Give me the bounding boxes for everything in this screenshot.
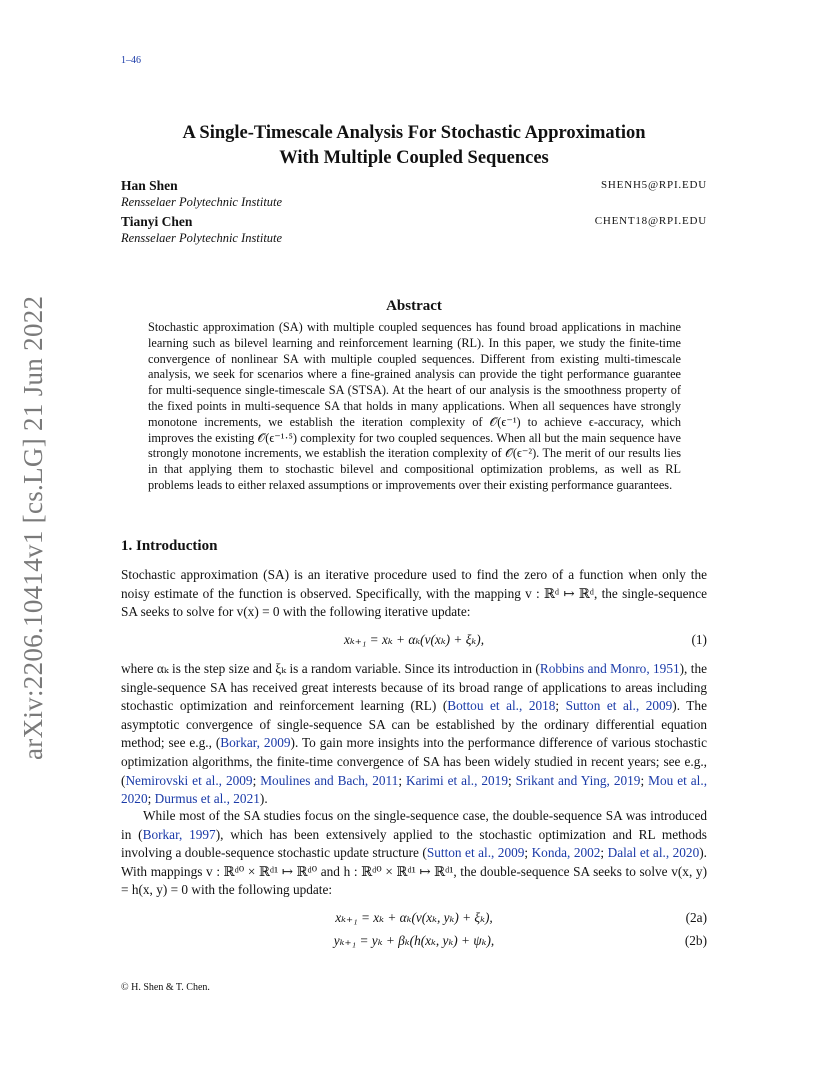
equation-expression: yₖ₊₁ = yₖ + βₖ(h(xₖ, yₖ) + ψₖ), — [333, 933, 495, 948]
text-run: ; — [524, 845, 532, 861]
author-block-2 — [121, 214, 707, 246]
equation-1 — [121, 632, 707, 652]
intro-paragraph-1: Stochastic approximation (SA) is an iterative procedure used to find the zero of a function when only the noisy estimate of the function is observed. Specifically, with the mapping v : ℝᵈ ↦ ℝᵈ, the single-sequence SA seeks to solve for v(x) = 0 with the following iterative update: — [121, 567, 707, 620]
page-number: 1–46 — [121, 55, 141, 66]
equation-number: (2a) — [685, 910, 707, 925]
text-run: ; — [555, 698, 566, 714]
author-block-1 — [121, 178, 707, 210]
citation-link[interactable]: Borkar, 1997 — [142, 826, 216, 842]
copyright-footer: © H. Shen & T. Chen. — [121, 982, 210, 993]
citation-link[interactable]: Borkar, 2009 — [220, 735, 291, 751]
intro-paragraph-3 — [121, 807, 707, 900]
citation-link[interactable]: Konda, 2002 — [531, 845, 601, 861]
citation-link[interactable]: Moulines and Bach, 2011 — [260, 772, 399, 788]
author-affiliation: Rensselaer Polytechnic Institute — [121, 231, 283, 245]
citation-link[interactable]: Bottou et al., 2018 — [447, 698, 556, 714]
equation-number: (1) — [691, 632, 707, 647]
text-run: ), the single-sequence SA has received great interests because of its broad range of applications to areas including stochastic optimization and reinforcement learning (RL) ( — [121, 661, 707, 714]
equation-2a — [121, 910, 707, 930]
text-run: ; — [252, 772, 261, 788]
citation-link[interactable]: Sutton et al., 2009 — [426, 845, 525, 861]
text-run: ). The asymptotic convergence of single-sequence SA can be established by the ordinary differential equation method; see e.g., ( — [121, 698, 707, 751]
citation-link[interactable]: Dalal et al., 2020 — [607, 845, 700, 861]
text-run: ). With mappings v : ℝᵈ⁰ × ℝᵈ¹ ↦ ℝᵈ⁰ and h : ℝᵈ⁰ × ℝᵈ¹ ↦ ℝᵈ¹, the double-sequence SA seeks to solve v(x, y) = h(x, y) = 0 with the following update: — [121, 845, 707, 898]
author-email: CHENT18@RPI.EDU — [594, 215, 707, 227]
paper-title — [121, 121, 707, 171]
abstract-text: Stochastic approximation (SA) with multiple coupled sequences has found broad applications in machine learning such as bilevel learning and reinforcement learning (RL). In this paper, we study the finite-time convergence of nonlinear SA with multiple coupled sequences. Different from existing multi-timescale analysis, we seek for scenarios where a fine-grained analysis can provide the tight performance guarantee for multi-sequence single-timescale SA (STSA). At the heart of our analysis is the smoothness property of the fixed points in multi-sequence SA that holds in many applications. When all sequences have strongly monotone increments, we establish the iteration complexity of 𝒪(ϵ⁻¹) to achieve ϵ-accuracy, which improves the existing 𝒪(ϵ⁻¹·⁵) complexity for two coupled sequences. When all but the main sequence have strongly monotone increments, we establish the iteration complexity of 𝒪(ϵ⁻²). The merit of our results lies in that applying them to stochastic bilevel and compositional optimization problems, as well as RL problems leads to either relaxed assumptions or improvements over their existing performance guarantees. — [148, 320, 681, 492]
equation-number: (2b) — [684, 933, 707, 948]
section-heading: 1. Introduction — [121, 538, 218, 554]
text-run: ). — [259, 791, 268, 807]
intro-paragraph-2 — [121, 660, 707, 809]
text-run: ), which has been extensively applied to the stochastic optimization and RL methods involving a double-sequence stochastic update structure ( — [121, 826, 707, 861]
author-affiliation: Rensselaer Polytechnic Institute — [121, 195, 283, 209]
text-run: While most of the SA studies focus on the single-sequence case, the double-sequence SA was introduced in ( — [121, 808, 707, 842]
title-line-2: With Multiple Coupled Sequences — [279, 148, 549, 168]
author-name: Han Shen — [121, 178, 178, 193]
text-run: ; — [600, 845, 608, 861]
title-line-1: A Single-Timescale Analysis For Stochastic Approximation — [182, 123, 646, 143]
citation-link[interactable]: Nemirovski et al., 2009 — [125, 772, 253, 788]
text-run: ; — [147, 791, 155, 807]
text-run: where αₖ is the step size and ξₖ is a random variable. Since its introduction in ( — [121, 661, 540, 676]
text-run: ; — [398, 772, 406, 788]
equation-2b — [121, 933, 707, 953]
citation-link[interactable]: Srikant and Ying, 2019 — [515, 772, 641, 788]
text-run: ). To gain more insights into the performance difference of various stochastic optimization algorithms, the finite-time convergence of SA has been widely studied in recent years; see e.g., ( — [121, 735, 707, 788]
author-name: Tianyi Chen — [121, 214, 193, 229]
equation-expression: xₖ₊₁ = xₖ + αₖ(v(xₖ) + ξₖ), — [343, 632, 485, 647]
equation-expression: xₖ₊₁ = xₖ + αₖ(v(xₖ, yₖ) + ξₖ), — [335, 910, 493, 925]
citation-link[interactable]: Durmus et al., 2021 — [154, 791, 260, 807]
author-email: SHENH5@RPI.EDU — [601, 179, 707, 191]
abstract-heading: Abstract — [386, 298, 442, 314]
text-run: ; — [640, 772, 649, 788]
citation-link[interactable]: Mou et al., 2020 — [121, 772, 708, 807]
citation-link[interactable]: Sutton et al., 2009 — [565, 698, 673, 714]
arxiv-stamp-text: arXiv:2206.10414v1 [cs.LG] 21 Jun 2022 — [18, 295, 48, 760]
citation-link[interactable]: Karimi et al., 2019 — [405, 772, 508, 788]
text-run: ; — [507, 772, 516, 788]
citation-link[interactable]: Robbins and Monro, 1951 — [539, 661, 680, 676]
